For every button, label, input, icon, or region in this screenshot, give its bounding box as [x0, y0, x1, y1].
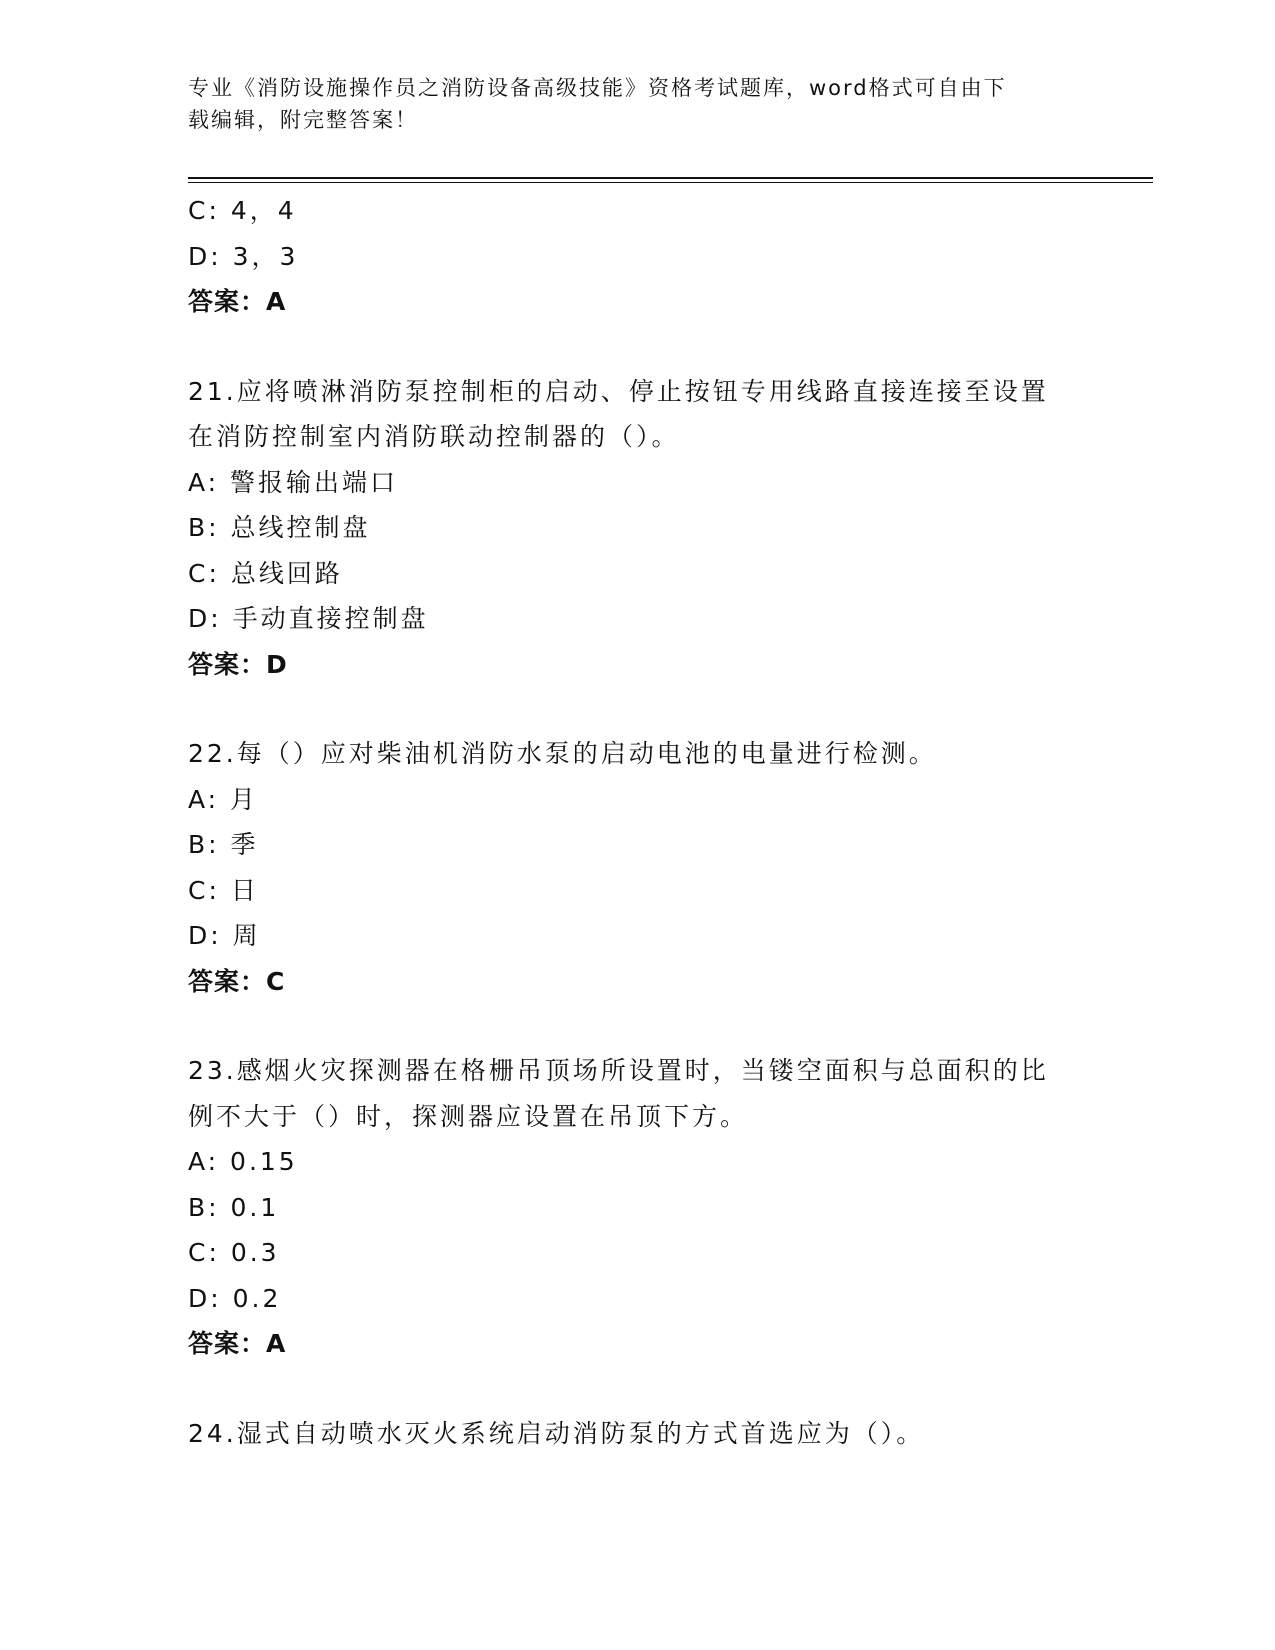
question-text-line: 21.应将喷淋消防泵控制柜的启动、停止按钮专用线路直接连接至设置	[188, 376, 1049, 406]
question-24	[188, 1411, 1088, 1457]
answer-line: 答案：C	[188, 966, 286, 996]
option-d: D: 3，3	[188, 241, 299, 271]
option-a: A: 警报输出端口	[188, 467, 399, 497]
question-text-line: 23.感烟火灾探测器在格栅吊顶场所设置时，当镂空面积与总面积的比	[188, 1056, 1049, 1085]
option-c: C: 4，4	[188, 196, 297, 225]
option-a: A: 月	[188, 784, 259, 814]
option-b: B: 总线控制盘	[188, 513, 371, 542]
spacer	[188, 325, 1088, 369]
option-b: B: 季	[188, 830, 259, 859]
question-text-line: 在消防控制室内消防联动控制器的（）。	[188, 422, 680, 451]
question-22	[188, 731, 1088, 1004]
header-line-2: 载编辑，附完整答案！	[188, 108, 418, 132]
question-text-line: 24.湿式自动喷水灭火系统启动消防泵的方式首选应为（）。	[188, 1418, 925, 1448]
option-d: D: 手动直接控制盘	[188, 604, 429, 633]
question-list	[188, 188, 1088, 1456]
header-rule-thin	[188, 182, 1153, 183]
spacer	[188, 687, 1088, 731]
answer-line: 答案：D	[188, 649, 288, 679]
option-c: C: 日	[188, 875, 259, 905]
answer-line: 答案：A	[188, 287, 287, 316]
header-line-1: 专业《消防设施操作员之消防设备高级技能》资格考试题库，word格式可自由下	[188, 76, 1007, 100]
question-text-line: 例不大于（）时，探测器应设置在吊顶下方。	[188, 1101, 749, 1131]
spacer	[188, 1004, 1088, 1048]
option-b: B: 0.1	[188, 1192, 280, 1222]
carryover-block	[188, 188, 1088, 325]
document-header	[188, 72, 1088, 136]
question-21	[188, 369, 1088, 688]
option-c: C: 总线回路	[188, 558, 343, 588]
spacer	[188, 1367, 1088, 1411]
question-23	[188, 1048, 1088, 1367]
option-c: C: 0.3	[188, 1238, 280, 1267]
question-text-line: 22.每（）应对柴油机消防水泵的启动电池的电量进行检测。	[188, 739, 937, 768]
option-d: D: 周	[188, 921, 261, 950]
option-d: D: 0.2	[188, 1283, 282, 1313]
header-rule-thick	[188, 177, 1153, 179]
answer-line: 答案：A	[188, 1329, 287, 1358]
option-a: A: 0.15	[188, 1147, 298, 1176]
